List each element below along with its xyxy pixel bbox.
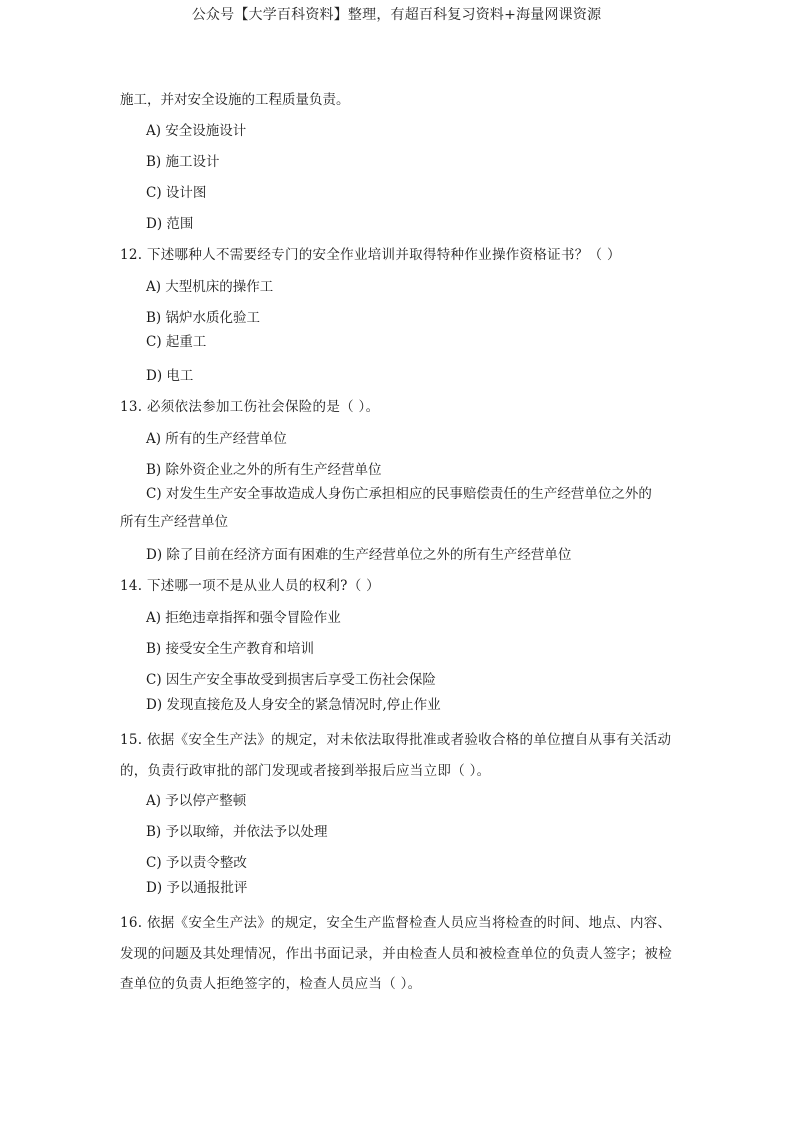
q13-option-c-continuation: 所有生产经营单位 (120, 514, 228, 530)
q11-option-b: B) 施工设计 (146, 154, 220, 170)
q12-option-c: C) 起重工 (146, 334, 207, 350)
q12-option-a: A) 大型机床的操作工 (146, 279, 274, 295)
q13-stem: 13. 必须依法参加工伤社会保险的是（ ）。 (120, 399, 380, 415)
q13-option-d: D) 除了目前在经济方面有困难的生产经营单位之外的所有生产经营单位 (146, 547, 572, 563)
q15-option-b: B) 予以取缔，并依法予以处理 (146, 824, 328, 840)
q12-option-d: D) 电工 (146, 368, 194, 384)
q16-stem-line1: 16. 依据《安全生产法》的规定，安全生产监督检查人员应当将检查的时间、地点、内容、 (120, 915, 672, 931)
q11-option-a: A) 安全设施设计 (146, 123, 247, 139)
q15-option-d: D) 予以通报批评 (146, 880, 248, 896)
q11-continuation: 施工，并对安全设施的工程质量负责。 (120, 92, 350, 108)
q14-option-c: C) 因生产安全事故受到损害后享受工伤社会保险 (146, 672, 436, 688)
q14-option-d: D) 发现直接危及人身安全的紧急情况时,停止作业 (146, 697, 441, 713)
q15-stem-line2: 的，负责行政审批的部门发现或者接到举报后应当立即（ ）。 (120, 763, 491, 779)
q12-option-b: B) 锅炉水质化验工 (146, 310, 260, 326)
q12-stem: 12. 下述哪种人不需要经专门的安全作业培训并取得特种作业操作资格证书？（ ） (120, 247, 621, 263)
q13-option-c: C) 对发生生产安全事故造成人身伤亡承担相应的民事赔偿责任的生产经营单位之外的 (146, 486, 652, 502)
q15-option-a: A) 予以停产整顿 (146, 793, 247, 809)
q13-option-b: B) 除外资企业之外的所有生产经营单位 (146, 462, 382, 478)
q15-stem-line1: 15. 依据《安全生产法》的规定，对未依法取得批准或者验收合格的单位擅自从事有关活动 (120, 732, 672, 748)
q15-option-c: C) 予以责令整改 (146, 855, 247, 871)
q14-stem: 14. 下述哪一项不是从业人员的权利?（ ） (120, 578, 380, 594)
q11-option-c: C) 设计图 (146, 185, 207, 201)
q14-option-a: A) 拒绝违章指挥和强令冒险作业 (146, 610, 341, 626)
q13-option-a: A) 所有的生产经营单位 (146, 431, 287, 447)
page-header: 公众号【大学百科资料】整理，有超百科复习资料+海量网课资源 (191, 7, 602, 23)
q14-option-b: B) 接受安全生产教育和培训 (146, 641, 314, 657)
q11-option-d: D) 范围 (146, 216, 194, 232)
q16-stem-line2: 发现的问题及其处理情况，作出书面记录，并由检查人员和被检查单位的负责人签字；被检 (120, 946, 672, 962)
q16-stem-line3: 查单位的负责人拒绝签字的，检查人员应当（ ）。 (120, 976, 422, 992)
